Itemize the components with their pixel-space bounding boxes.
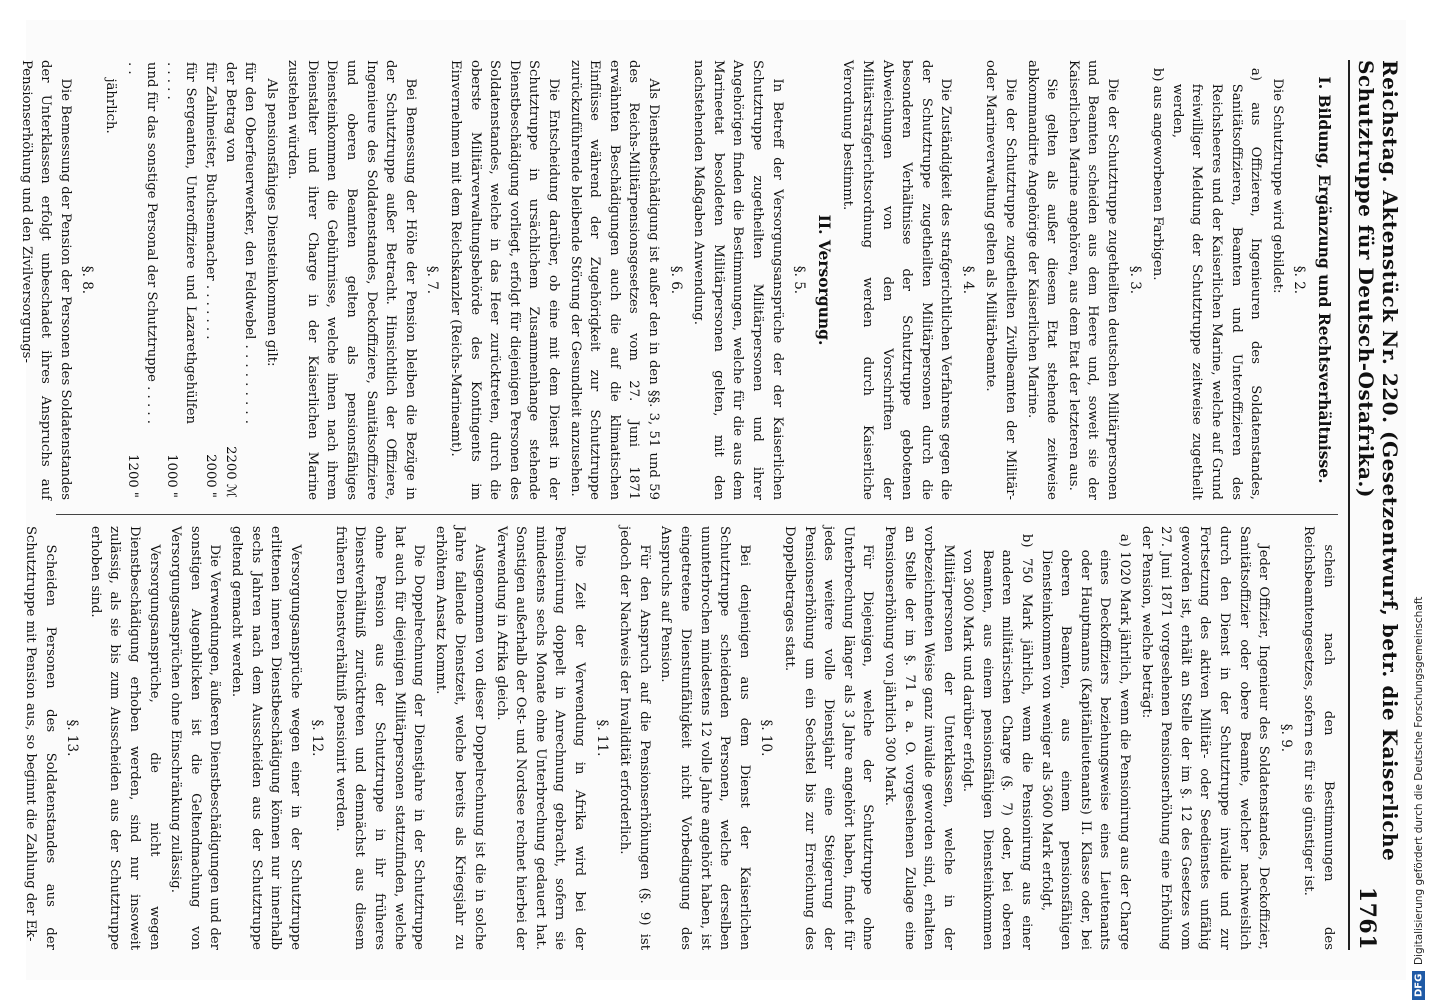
paragraph-text: Als Dienstbeschädigung ist außer den in den §§. 3, 51 und 59 des Reichs-Militärpensionsgesetzes vom 27. Juni 1871 erwähnten Beschädigungen auch die auf die klimatischen Einflüsse während der Zugehörigkeit zur Schutztruppe zurückzuführende bleibende Störung der Gesundheit anzusehen. [567,60,661,500]
rotated-document-page [18,20,1406,980]
paragraph-sign-6: §. 6. [667,265,684,295]
running-title: Reichstag. Aktenstück Nr. 220. (Gesetzentwurf, betr. die Kaiserliche Schutztruppe für Deutsch-Ostafrika.) [1354,60,1402,862]
paragraph-text: Versorgungsansprüche wegen einer in der Schutztruppe erlittenen inneren Dienstbeschädigung können nur innerhalb sechs Jahren nach dem Ausscheiden aus der Schutztruppe geltend gemacht werden. [228,526,303,950]
paragraph-sign-2: §. 2. [1291,265,1308,295]
list-item: a) aus Offizieren, Ingenieuren des Soldatenstandes, Sanitätsoffizieren, Beamten und Unteroffizieren des Reichsheeres und der Kaiserlichen Marine, welche auf Grund freiwilliger Meldung der Schutztruppe zeitweise zugetheilt werden, [1169,67,1264,500]
list-item: b) aus angeworbenen Farbigen. [1150,67,1166,281]
paragraph-text: Militärpersonen der Unterklassen, welche in der vorbezeichneten Weise ganz invalide geworden sind, erhalten an Stelle der im §. 71 a. a. O. vorgesehenen Zulage eine Pensionserhöhung von jährlich 300 Mark. [881,526,956,950]
paragraph-text: Die der Schutztruppe zugetheilten Zivilbeamten der Militär- oder Marineverwaltung gelten als Militärbeamte. [983,60,1019,500]
paragraph-sign-5: §. 5. [791,265,808,295]
paragraph-text: Für Diejenigen, welche der Schutztruppe ohne Unterbrechung länger als 3 Jahre angehört haben, findet für jedes weitere volle Dienstjahr eine Steigerung der Pensionserhöhung um ein Sechstel bis zur Erreichung des Doppelbetrages statt. [781,526,876,950]
table-row [220,60,259,500]
paragraph-sign-3: §. 3. [1126,265,1143,295]
left-text-column [18,60,1338,515]
paragraph-text: Die der Schutztruppe zugetheilten deutschen Militärpersonen und Beamten scheiden aus dem Heere und, soweit sie der Kaiserlichen Marine angehören, aus dem Etat der letzteren aus. [1065,60,1121,500]
rate-amount: 2000 " [202,454,218,498]
paragraph-text: Die Zeit der Verwendung in Afrika wird bei der Pensionirung doppelt in Anrechnung gebracht, sofern sie mindestens sechs Monate ohne Unterbrechung gedauert hat. Sonstigen außerhalb der Ost- und Nordsee rechnet hierbei der Verwendung in Afrika gleich. [493,526,588,950]
rate-amount: 2200 ℳ [222,446,238,498]
section-heading-bildung: I. Bildung, Ergänzung und Rechtsverhältnisse. [1315,76,1334,484]
page-number: 1761 [1354,886,1380,950]
paragraph-text: Die Entscheidung darüber, ob eine mit dem Dienst in der Schutztruppe in ursächlichem Zusammenhange stehende Dienstbeschädigung vorliegt, erfolgt für diejenigen Personen des Soldatenstandes, welche in das Heer zurücktreten, durch die oberste Militärverwaltungsbehörde des Kontingents im Einvernehmen mit dem Reichskanzler (Reichs-Marineamt). [448,60,562,500]
paragraph-text: Für den Anspruch auf die Pensionserhöhungen (§. 9) ist jedoch der Nachweis der Invalidität erforderlich. [617,526,652,950]
paragraph-text: Jeder Offizier, Ingenieur des Soldatenstandes, Deckoffizier, Sanitätsoffizier oder obere Beamte, welcher nachweislich durch den Dienst in der Schutztruppe invalide und zur Fortsetzung des aktiven Militär- oder Seedienstes unfähig geworden ist, erhält an Stelle der im §. 12 des Gesetzes vom 27. Juni 1871 vorgesehenen Pensionserhöhung eine Erhöhung der Pension, welche beträgt: [1138,526,1272,950]
rate-label: für den Oberfeuerwerker, den Feldwebel . . . . . . . . . der Betrag von [222,62,258,424]
running-header [1348,60,1402,950]
paragraph-text: Die Bemessung der Pension der Personen des Soldatenstandes der Unterklassen erfolgt unbeschadet ihres Anspruchs auf Pensionserhöhung und den Zivilversorgungs- [18,60,73,500]
table-row [122,60,161,500]
paragraph-text: jährlich. [102,78,118,134]
paragraph-sign-4: §. 4. [959,265,976,295]
rate-amount: 1200 " [124,454,140,498]
paragraph-text: Ausgenommen von dieser Doppelrechnung ist die in solche Jahre fallende Dienstzeit, welche bereits als Kriegsjahr zu erhöhtem Ansatz kommt. [432,526,488,950]
rate-label: für Sergeanten, Unteroffiziere und Lazarethgehülfen . . . . . [163,62,199,424]
paragraph-sign-8: §. 8. [79,265,96,295]
paragraph-sign-11: §. 11. [593,719,610,757]
paragraph-text: Die Doppelrechnung der Dienstjahre in der Schutztruppe hat auch für diejenigen Militärpersonen stattzufinden, welche ohne Pension aus der Schutztruppe in ihr früheres Dienstverhältniß zurücktreten und demnächst aus diesem früheren Dienstverhältniß pensionirt werden. [332,526,427,950]
dfg-logo-icon: DFG [1413,971,1426,1000]
paragraph-text: Sie gelten als außer diesem Etat stehende zeitweise abkommandirte Angehörige der Kaiserlichen Marine. [1024,60,1060,500]
paragraph-sign-9: §. 9. [1277,723,1294,753]
paragraph-sign-10: §. 10. [758,719,775,757]
paragraph-text: Versorgungsansprüche, die nicht wegen Dienstbeschädigung erhoben werden, sind nur insoweit zulässig, als sie bis zum Ausscheiden aus der Schutztruppe erhoben sind. [87,526,162,950]
paragraph-sign-12: §. 12. [309,719,326,757]
paragraph-sign-7: §. 7. [424,265,441,295]
table-row [161,60,200,500]
paragraph-text: In Betreff der Versorgungsansprüche der der Kaiserlichen Schutztruppe zugetheilten Militärpersonen und ihrer Angehörigen finden die Bestimmungen, welche für die aus dem Marineetat besoldeten Militärpersonen gelten, mit den nachstehenden Maßgaben Anwendung. [691,60,785,500]
table-row [200,60,220,500]
dfg-watermark [1408,0,1430,1000]
list-item: a) 1020 Mark jährlich, wenn die Pensionirung aus der Charge eines Deckoffiziers beziehungsweise eines Lieutenants oder Hauptmanns (Kapitänlieutenants) II. Klasse oder, bei oberen Beamten, aus einem pensionsfähigen Diensteinkommen von weniger als 3600 Mark erfolgt, [1038,533,1133,950]
rate-amount: 1000 " [163,454,179,498]
section-heading-versorgung: II. Versorgung. [814,214,834,346]
paragraph-text: Die Zuständigkeit des strafgerichtlichen Verfahrens gegen die der Schutztruppe zugetheilten Militärpersonen durch die besonderen Verhältnisse der Schutztruppe gebotenen Abweichungen von den Vorschriften der Militärstrafgerichtsordnung werden durch Kaiserliche Verordnung bestimmt. [840,60,954,500]
list-item: b) 750 Mark jährlich, wenn die Pensionirung aus einer anderen militärischen Charge (§. 7) oder, bei oberen Beamten, aus einem pensionsfähigen Diensteinkommen von 3600 Mark und darüber erfolgt. [960,533,1035,950]
right-text-column [23,526,1338,950]
paragraph-text: Scheiden Personen des Soldatenstandes aus der Schutztruppe mit Pension aus, so beginnt die Zahlung der Ek- [23,526,58,950]
paragraph-text: Die Verwendungen, äußeren Dienstbeschädigungen und der sonstigen Augenblicken ist die Geltendmachung von Versorgungsansprüchen ohne Einschränkung zulässig. [168,526,223,950]
rate-label: und für das sonstige Personal der Schutztruppe . . . . . . . [124,62,160,424]
pension-rate-table [122,60,259,500]
paragraph-text: Bei denjenigen aus dem Dienst der Kaiserlichen Schutztruppe scheidenden Personen, welche derselben ununterbrochen mindestens 12 volle Jahre angehört haben, ist eingetretene Dienstunfähigkeit nicht Vorbedingung des Anspruchs auf Pension. [658,526,752,950]
rate-label: für Zahlmeister, Buchsenmacher . . . . . . . [202,62,218,340]
paragraph-sign-13: §. 13. [64,719,81,757]
paragraph-text: Als pensionsfähiges Diensteinkommen gilt: [263,78,279,367]
paragraph-text: Bei Bemessung der Höhe der Pension bleiben die Bezüge in der Schutztruppe außer Betracht. Hinsichtlich der Offiziere, Ingenieure des Soldatenstandes, Deckoffiziere, Sanitätsoffiziere und oberen Beamten gelten als pensionsfähiges Diensteinkommen die Gebührnisse, welche ihnen nach ihrem Dienstalter und ihrer Charge in der Kaiserlichen Marine zustehen würden. [285,60,418,500]
paragraph-text: schein nach den Bestimmungen des Reichsbeamtengesetzes, sofern es für sie günstiger ist. [1301,526,1336,950]
paragraph-text: Die Schutztruppe wird gebildet: [1269,78,1285,294]
watermark-text: Digitalisierung gefördert durch die Deutsche Forschungsgemeinschaft [1413,596,1425,965]
